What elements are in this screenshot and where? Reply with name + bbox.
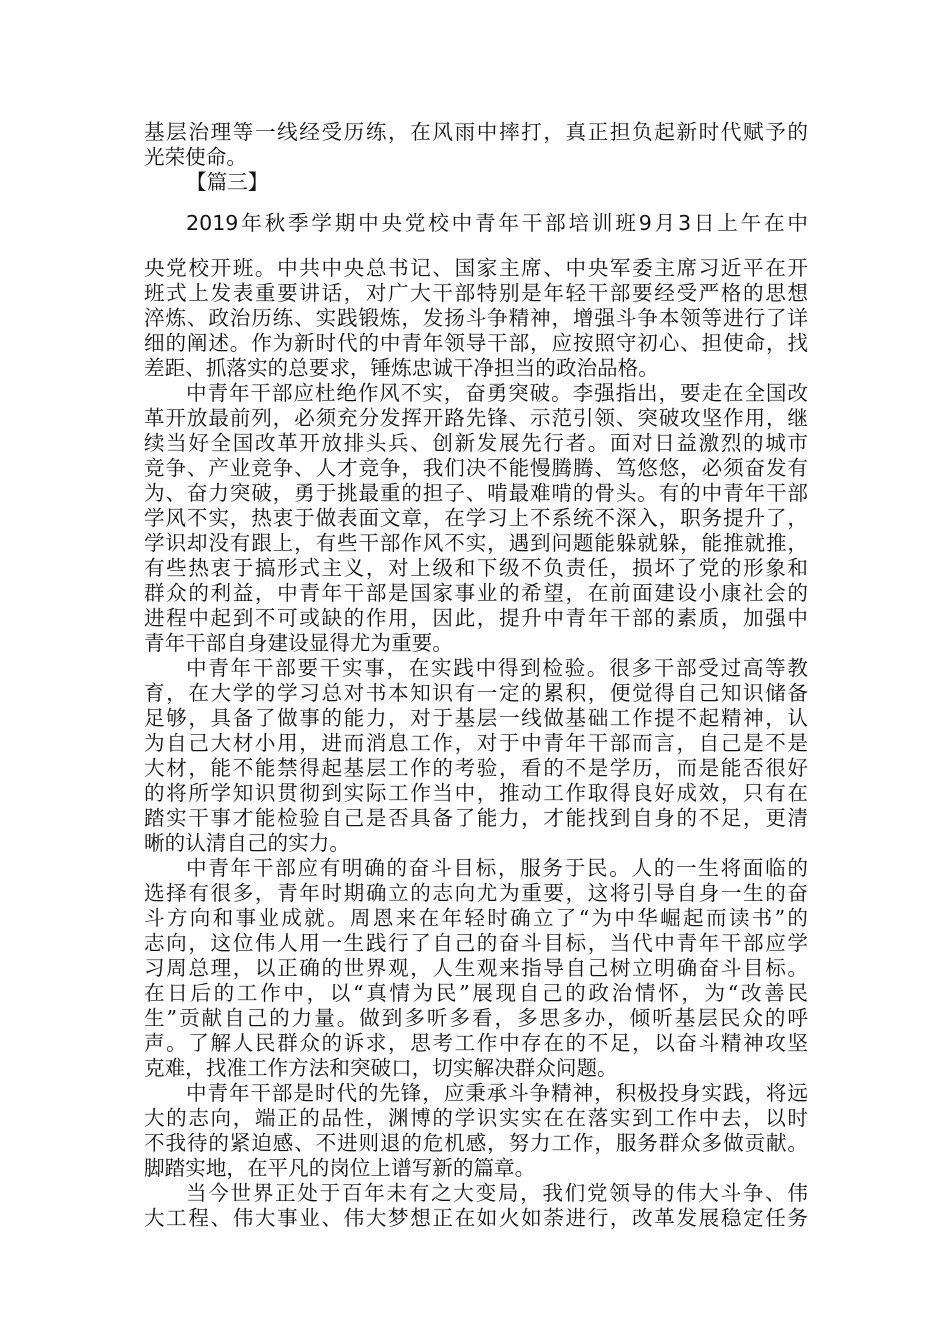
paragraph-5 [144, 1081, 808, 1181]
text-line: 央党校开班。中共中央总书记、国家主席、中央军委主席习近平在开 [144, 256, 808, 280]
text-line: 进程中起到不可或缺的作用，因此，提升中青年干部的素质，加强中 [144, 606, 808, 630]
text-line: 有些热衷于搞形式主义，对上级和下级不负责任，损坏了党的形象和 [144, 556, 808, 580]
text-line: 学风不实，热衷于做表面文章，在学习上不系统不深入，职务提升了， [144, 506, 808, 530]
text-line: 踏实干事才能检验自己是否具备了能力，才能找到自身的不足，更清 [144, 806, 808, 830]
text-line: 中青年干部是时代的先锋，应秉承斗争精神，积极投身实践，将远 [186, 1081, 808, 1105]
text-line: 中青年干部应有明确的奋斗目标，服务于民。人的一生将面临的 [186, 856, 808, 880]
text-line: 大材，能不能禁得起基层工作的考验，看的不是学历，而是能否很好 [144, 756, 808, 780]
paragraph-3 [144, 656, 808, 856]
text-line: 中青年干部应杜绝作风不实，奋勇突破。李强指出，要走在全国改 [186, 381, 808, 405]
text-line: 在日后的工作中，以“真情为民”展现自己的政治情怀，为“改善民 [144, 981, 808, 1005]
text-line: 淬炼、政治历练、实践锻炼，发扬斗争精神，增强斗争本领等进行了详 [144, 306, 808, 330]
text-line: 竞争、产业竞争、人才竞争，我们决不能慢腾腾、笃悠悠，必须奋发有 [144, 456, 808, 480]
text-line: 斗方向和事业成就。周恩来在年轻时确立了“为中华崛起而读书”的 [144, 906, 808, 930]
text-line: 基层治理等一线经受历练，在风雨中摔打，真正担负起新时代赋予的 [144, 120, 808, 144]
paragraph-continued [144, 120, 808, 170]
text-line: 足够，具备了做事的能力，对于基层一线做基础工作提不起精神，认 [144, 706, 808, 730]
paragraph-6 [144, 1181, 808, 1231]
text-line: 学识却没有跟上，有些干部作风不实，遇到问题能躲就躲，能推就推， [144, 531, 808, 555]
text-line: 大的志向，端正的品性，渊博的学识实实在在落实到工作中去，以时 [144, 1106, 808, 1130]
text-line: 克难，找准工作方法和突破口，切实解决群众问题。 [144, 1056, 618, 1080]
text-line: 不我待的紧迫感、不进则退的危机感，努力工作，服务群众多做贡献。 [144, 1131, 808, 1155]
text-line: 声。了解人民群众的诉求，思考工作中存在的不足，以奋斗精神攻坚 [144, 1031, 808, 1055]
text-line: 习周总理，以正确的世界观，人生观来指导自己树立明确奋斗目标。 [144, 956, 808, 980]
text-line: 续当好全国改革开放排头兵、创新发展先行者。面对日益激烈的城市 [144, 431, 808, 455]
text-line: 群众的利益，中青年干部是国家事业的希望，在前面建设小康社会的 [144, 581, 808, 605]
text-line: 志向，这位伟人用一生践行了自己的奋斗目标，当代中青年干部应学 [144, 931, 808, 955]
text-line: 为、奋力突破，勇于挑最重的担子、啃最难啃的骨头。有的中青年干部 [144, 481, 808, 505]
text-line: 中青年干部要干实事，在实践中得到检验。很多干部受过高等教 [186, 656, 808, 680]
document-page [144, 120, 808, 1231]
paragraph-2 [144, 381, 808, 656]
text-line: 大工程、伟大事业、伟大梦想正在如火如荼进行，改革发展稳定任务 [144, 1206, 808, 1230]
text-line: 生”贡献自己的力量。做到多听多看，多思多办，倾听基层民众的呼 [144, 1006, 808, 1030]
paragraph-1 [144, 256, 808, 381]
text-line: 晰的认清自己的实力。 [144, 831, 350, 855]
text-line: 当今世界正处于百年未有之大变局，我们党领导的伟大斗争、伟 [186, 1181, 808, 1205]
text-line: 育，在大学的学习总对书本知识有一定的累积，便觉得自己知识储备 [144, 681, 808, 705]
section-heading: 【篇三】 [186, 170, 269, 194]
text-line: 脚踏实地，在平凡的岗位上谱写新的篇章。 [144, 1156, 536, 1180]
text-line: 为自己大材小用，进而消息工作，对于中青年干部而言，自己是不是 [144, 731, 808, 755]
lead-line: 2019年秋季学期中央党校中青年干部培训班9月3日上午在中 [186, 211, 808, 235]
text-line: 差距、抓落实的总要求，锤炼忠诚干净担当的政治品格。 [144, 356, 659, 380]
paragraph-4 [144, 856, 808, 1081]
text-line: 班式上发表重要讲话，对广大干部特别是年轻干部要经受严格的思想 [144, 281, 808, 305]
text-line: 革开放最前列，必须充分发挥开路先锋、示范引领、突破攻坚作用，继 [144, 406, 808, 430]
text-line: 青年干部自身建设显得尤为重要。 [144, 631, 453, 655]
text-line: 的将所学知识贯彻到实际工作当中，推动工作取得良好成效，只有在 [144, 781, 808, 805]
text-line: 细的阐述。作为新时代的中青年领导干部，应按照守初心、担使命，找 [144, 331, 808, 355]
text-line: 光荣使命。 [144, 145, 247, 169]
text-line: 选择有很多，青年时期确立的志向尤为重要，这将引导自身一生的奋 [144, 881, 808, 905]
